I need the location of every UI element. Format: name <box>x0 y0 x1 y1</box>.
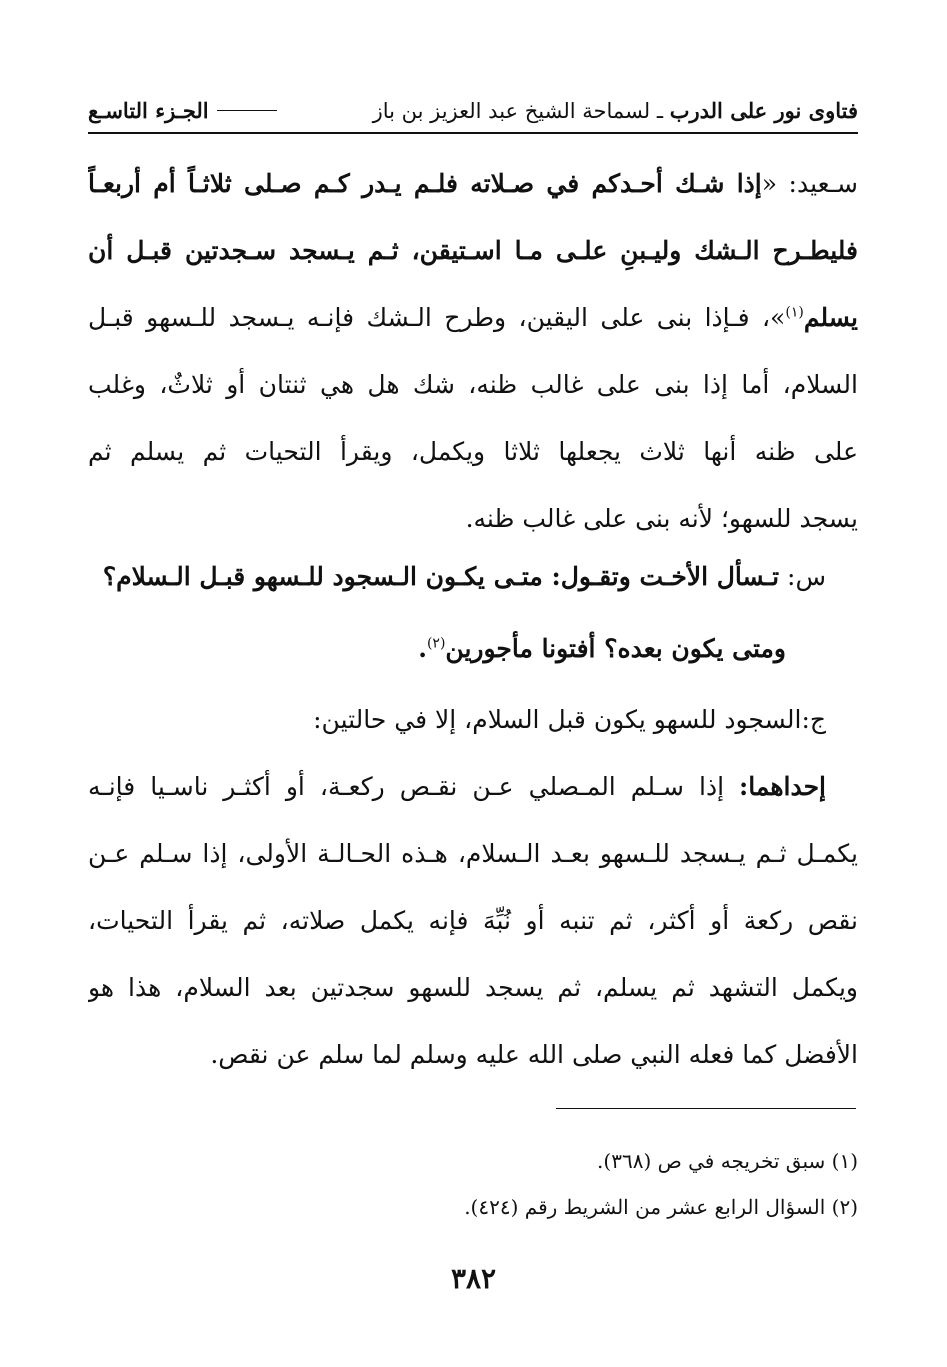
text-line: نقص ركعة أو أكثر، ثم تنبه أو نُبِّهَ فإنه يكمل صلاته، ثم يقرأ التحيات، <box>88 906 858 935</box>
footnote-ref: (١) <box>785 304 804 321</box>
header-volume: الجـزء التاسـع <box>88 97 209 123</box>
header-book-title: فتاوى نور على الدرب <box>669 97 858 123</box>
text-line <box>88 150 858 217</box>
hadith-text-end: يسلم <box>803 303 858 332</box>
text-prefix: سـعيد: « <box>761 169 858 198</box>
text-line: الأفضل كما فعله النبي صلى الله عليه وسلم لما سلم عن نقص. <box>210 1040 858 1069</box>
question-end: . <box>418 634 427 663</box>
question-prefix: س: <box>779 562 826 591</box>
text-span: »، فـإذا بنى على اليقين، وطرح الـشك فإنـه يـسجد للـسهو قبـل <box>88 303 786 332</box>
footnote-ref: (٢) <box>426 635 446 652</box>
header-book-info <box>373 98 858 123</box>
answer-block <box>88 686 858 1088</box>
text-line: يسجد للسهو؛ لأنه بنى على غالب ظنه. <box>465 504 858 533</box>
running-header <box>88 92 858 128</box>
header-volume-block <box>88 98 277 123</box>
header-rule <box>217 110 277 111</box>
question-text: ومتى يكون بعده؟ أفتونا مأجورين <box>445 634 786 663</box>
text-line: ويكمل التشهد ثم يسلم، ثم يسجد للسهو سجدتين بعد السلام، هذا هو <box>88 973 858 1002</box>
page-number: ٣٨٢ <box>450 1262 497 1295</box>
text-line: فليطـرح الـشك وليـبنِ علـى مـا اسـتيقن، ثـم يـسجد سـجدتين قبـل أن <box>88 236 858 265</box>
text-span: إذا سـلم المـصلي عـن نقـص ركعـة، أو أكثـر ناسـيا فإنـه <box>88 772 740 801</box>
question-line <box>88 541 858 613</box>
hadith-text: إذا شـك أحـدكم في صـلاته فلـم يـدر كـم صـلى ثلاثـاً أم أربعـاً <box>88 169 762 198</box>
paragraph-hadith <box>88 150 858 552</box>
text-line: يكمـل ثـم يـسجد للـسهو بعـد الـسلام، هـذه الحـالـة الأولى، إذا سـلم عـن <box>88 839 858 868</box>
footnotes <box>88 1138 858 1230</box>
footnote: (١) سبق تخريجه في ص (٣٦٨). <box>597 1149 858 1173</box>
question-text: تـسأل الأخـت وتقـول: متـى يكـون الـسجود للـسهو قبـل الـسلام؟ <box>102 562 780 591</box>
footnote-divider <box>556 1108 856 1109</box>
text-line <box>88 753 858 820</box>
header-divider <box>88 132 858 134</box>
text-line: السلام، أما إذا بنى على غالب ظنه، شك هل هي ثنتان أو ثلاثٌ، وغلب <box>88 370 858 399</box>
header-author: لسماحة الشيخ عبد العزيز بن باز <box>372 98 651 123</box>
footnote: (٢) السؤال الرابع عشر من الشريط رقم (٤٢٤). <box>464 1195 858 1219</box>
question-line <box>88 613 858 685</box>
answer-label: إحداهما: <box>739 772 826 801</box>
text-line <box>88 284 858 351</box>
text-line: على ظنه أنها ثلاث يجعلها ثلاثا ويكمل، ويقرأ التحيات ثم يسلم ثم <box>88 437 858 466</box>
header-dash: ـ <box>650 98 664 123</box>
question-block <box>88 541 858 685</box>
answer-intro: ج:السجود للسهو يكون قبل السلام، إلا في حالتين: <box>313 705 826 734</box>
